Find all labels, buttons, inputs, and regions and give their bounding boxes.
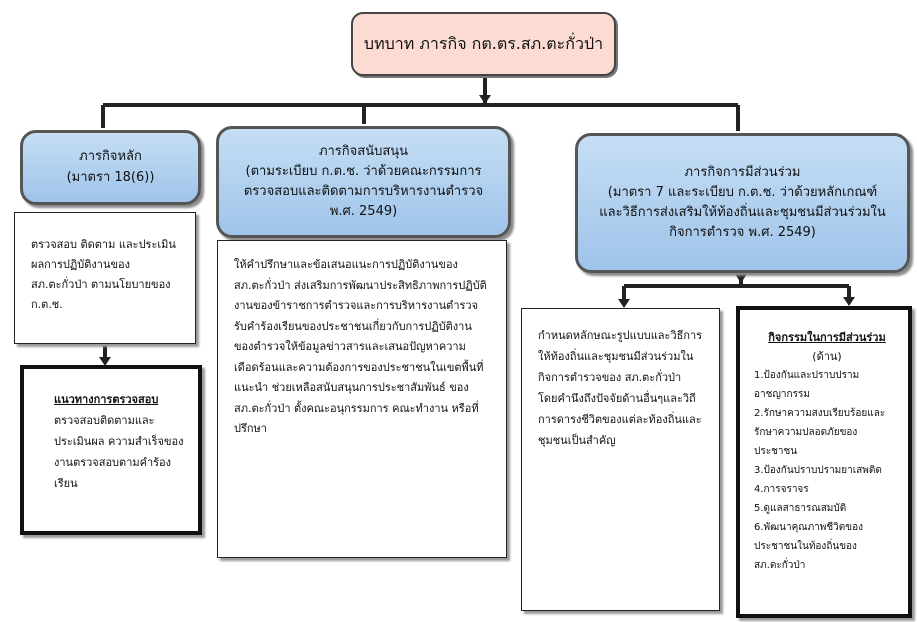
main-duty-body-box	[14, 212, 196, 344]
participation-body-box	[521, 308, 720, 611]
activities-box	[736, 306, 912, 618]
participation-duty-subtitle: (มาตรา 7 และระเบียบ ก.ต.ช. ว่าด้วยหลักเกณฑ์และวิธีการส่งเสริมให้ท้องถิ่นและชุมชนมีส่วนร่วมในกิจการตำรวจ พ.ศ. 2549)	[599, 184, 886, 241]
support-duty-title: ภารกิจสนับสนุน	[318, 143, 409, 159]
activity-item: 2.รักษาความสงบเรียบร้อยและรักษาความปลอดภัยของประชาชน	[754, 408, 886, 457]
participation-body: กำหนดหลักษณะรูปแบบและวิธีการให้ท้องถิ่นและชุมชนมีส่วนร่วมในกิจการตำรวจของ สภ.ตะกั่วป่า โดยคำนึงถึงปัจจัยด้านอื่นๆและวิถีการดารงชีวิตของแต่ละท้องถิ่นและชุมชนเป็นสำคัญ	[538, 329, 703, 447]
root-box	[351, 12, 616, 76]
root-title: บทบาท ภารกิจ กต.ตร.สภ.ตะกั่วป่า	[363, 33, 604, 53]
main-duty-body: ตรวจสอบ ติดตาม และประเมินผลการปฏิบัติงานของ สภ.ตะกั่วป่า ตามนโยบายของ ก.ต.ช.	[31, 238, 176, 311]
support-duty-subtitle: (ตามระเบียบ ก.ต.ช. ว่าด้วยคณะกรรมการตรวจสอบและติดตามการบริหารงานตำรวจ พ.ศ. 2549)	[243, 163, 484, 220]
support-duty-body: ให้คำปรึกษาและข้อเสนอแนะการปฏิบัติงานของ สภ.ตะกั่วป่า ส่งเสริมการพัฒนาประสิทธิภาพการปฏิบัติงานของข้าราชการตำรวจและการบริหารงานตำรวจรับคำร้องเรียนของประชาชนเกี่ยวกับการปฏิบัติงานของตำรวจให้ข้อมูลข่าวสารและเสนอปัญหาความ เดือดร้อนและความต้องการของประชาชนในเขตพื้นที่แนะนำ ช่วยเหลือสนับสนุนการประชาสัมพันธ์ ของ สภ.ตะกั่วป่า ตั้งคณะอนุกรรมการ คณะทำงาน หรือที่ปรึกษา	[234, 258, 487, 435]
main-duty-header	[20, 130, 201, 205]
activities-sub: (ด้าน)	[812, 350, 842, 363]
participation-duty-title: ภารกิจการมีส่วนร่วม	[684, 164, 801, 180]
activity-item: 6.พัฒนาคุณภาพชีวิตของประชาชนในท้องถิ่นของ สภ.ตะกั่วป่า	[754, 522, 864, 571]
activity-item: 5.ดูแลสาธารณสมบัติ	[754, 503, 847, 514]
guideline-title: แนวทางการตรวจสอบ	[54, 393, 159, 406]
activity-item: 4.การจราจร	[754, 484, 809, 495]
participation-duty-header	[575, 133, 910, 273]
main-duty-subtitle: (มาตรา 18(6))	[66, 169, 155, 185]
activities-list	[754, 366, 900, 575]
activity-item: 3.ป้องกันปราบปรามยาเสพติด	[754, 465, 882, 476]
support-duty-body-box	[217, 240, 507, 558]
guideline-body: ตรวจสอบติดตามและประเมินผล ความสำเร็จของงานตรวจสอบตามคำร้องเรียน	[54, 414, 184, 490]
activities-title: กิจกรรมในการมีส่วนร่วม	[768, 331, 886, 344]
main-duty-title: ภารกิจหลัก	[79, 149, 142, 165]
support-duty-header	[216, 126, 511, 238]
guideline-box	[20, 365, 202, 535]
activity-item: 1.ป้องกันและปราบปรามอาชญากรรม	[754, 370, 860, 400]
